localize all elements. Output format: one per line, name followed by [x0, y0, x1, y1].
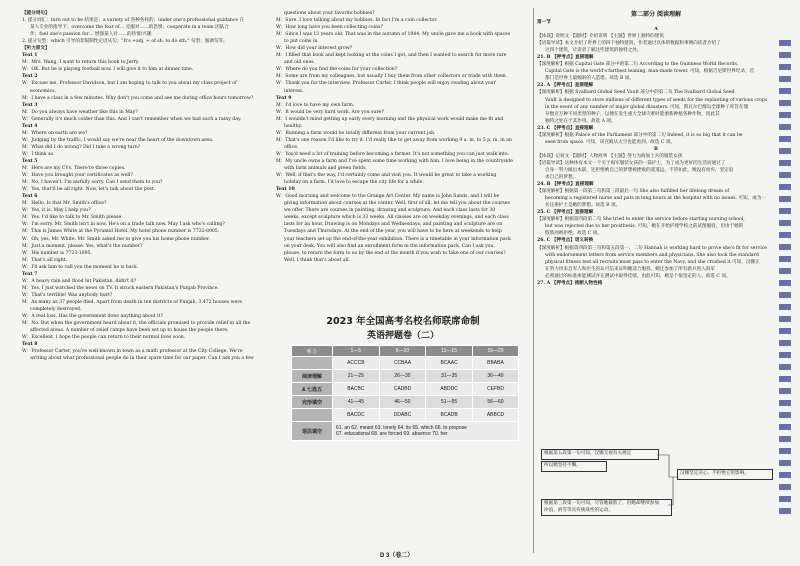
- text-number: Text 4: [22, 123, 38, 129]
- text-line: 独特之处在于其作用。故选 A 项。: [545, 118, 616, 124]
- reasoning-diagram: [537, 447, 775, 537]
- text-line: M：As many as 37 people died. Apart from death in ten districts of Punjab, 3,472 houses were: [22, 299, 243, 305]
- answer-cell: BCAAC: [426, 357, 473, 370]
- range-cell: 41—45: [333, 396, 380, 409]
- index-tab: [779, 76, 791, 82]
- text-line: M：No, I haven't. I'm awfully sorry. Can I send them to you?: [22, 180, 163, 186]
- text-line: W：I'm sorry. Mr. Smith isn't in now. He's on a trade talk now. May I ask who's calling?: [22, 222, 225, 228]
- page-number: D 3（卷二）: [380, 553, 414, 559]
- text-line: and old ones.: [284, 60, 315, 66]
- answer-cell: CADBD: [379, 383, 426, 396]
- text-line: W：Good morning and welcome to the Grange Art Center. My name is John Sands, and I will be: [276, 194, 500, 200]
- index-tab: [779, 100, 791, 106]
- text-line: becoming a registered nurse and puts in long hours at the hospital with no issues. 可知，成为一: [545, 196, 767, 202]
- answer-key-table: [291, 345, 519, 441]
- answer-heading: 23. C 【押考点】直接理解: [537, 125, 594, 131]
- index-tab: [779, 208, 791, 214]
- text-line: 【深度解析】根据 Capital Gate 部分中的第二句 According to the Guinness World Records,: [537, 62, 739, 68]
- text-line: M：Here are my CVs. There're three copies.: [22, 166, 126, 172]
- text-line: 自身一努力做出本职，还拒绝被自己的梦想被挫败的遥遥远，不管如此，她没有放弃，坚定追: [545, 167, 734, 173]
- index-tab: [779, 148, 791, 154]
- answer-cell: ABDDC: [426, 383, 473, 396]
- answer-heading: 27. A 【押考点】推断人物性格: [537, 280, 603, 286]
- passage-letter: A: [654, 27, 658, 33]
- diagram-text: 汉娜坚定决心，不拒绝它的影响。: [680, 471, 749, 476]
- answer-cell: BACDC: [333, 409, 380, 422]
- text-number: Text 5: [22, 158, 38, 164]
- index-tab: [779, 256, 791, 262]
- grammar-answers: [333, 422, 519, 441]
- text-number: 第一节: [537, 20, 551, 25]
- text-line: W：Well, if that's the way, I'd certainly come and visit you. It would be great to take a working: [276, 173, 497, 179]
- index-tab: [779, 340, 791, 346]
- text-line: with farm animals and green fields.: [284, 166, 367, 172]
- answer-table-header-row: [292, 346, 519, 357]
- text-line: W：His number is 7723-1095.: [22, 250, 92, 256]
- text-line: W：Running a farm would be totally different from your current job.: [276, 130, 436, 136]
- text-line: M：I filled that book and kept looking at the coins I got, and then I wanted to search for more rare: [276, 53, 507, 59]
- text-line: questions about your favorite hobbies?: [284, 11, 375, 16]
- text-line: W：It would be very hard work. Are you sure?: [276, 109, 384, 115]
- index-tab: [779, 268, 791, 274]
- text-line: M：That's one reason I'd like to try it. I'd really like to get away from working 9 a. m. to 5 p. m. in an: [276, 137, 512, 143]
- row-label: [292, 409, 333, 422]
- text-line: M：Do you always have weather like this in May?: [22, 109, 138, 115]
- text-line: W：Yes, it is. May I help you?: [22, 208, 91, 214]
- index-tab: [779, 472, 791, 478]
- index-tab: [779, 52, 791, 58]
- answer-cell: BBABA: [472, 357, 518, 370]
- index-tab: [779, 160, 791, 166]
- index-tab: [779, 424, 791, 430]
- text-line: M：Yes. I'd like to talk to Mr. Smith please.: [22, 215, 123, 221]
- text-line: W：That's terrible! Was anybody hurt?: [22, 292, 113, 298]
- text-line: economics.: [30, 88, 56, 94]
- header-cell: 6—10: [379, 346, 426, 357]
- text-line: to put coins in.: [284, 39, 319, 45]
- text-line: W：Judging by the traffic, I would say we're near the heart of the downtown area.: [22, 137, 214, 143]
- text-line: 【语篇导读】本文介绍了世界上的四个独特建筑，作者通过具体的数据和事例向读者介绍了: [537, 41, 721, 47]
- answer-cell: ACCCB: [333, 357, 380, 370]
- range-cell: 46—50: [379, 396, 426, 409]
- text-line: lasts for an hour. Drawing is on Mondays and Wednesdays, and painting and sculpture are on: [284, 222, 503, 228]
- diagram-text: 所以她坚持不懈。: [544, 463, 581, 468]
- answer-cell: CEFBD: [472, 383, 518, 396]
- range-cell: 51—55: [426, 396, 473, 409]
- index-tab: [779, 232, 791, 238]
- text-line: with endorsement letters from service members and physicians. She also took the standard: [545, 252, 759, 258]
- answer-heading: 26. C 【押考点】语义转换: [537, 238, 594, 244]
- index-tab: [779, 40, 791, 46]
- text-line: W：OK. But he is playing football now. I will give it to him at dinner time.: [22, 67, 194, 73]
- text-line: Vault is designed to store millions of different types of seeds for the replanting of various crops: [545, 97, 768, 103]
- text-line: 1. 提分词汇：turn out to be 结果是；a variety of 各种各样的；under one's professional guidance 在: [22, 18, 245, 24]
- index-tab: [779, 352, 791, 358]
- text-line: seen from space. 可知，该宫殿从太空也能看到。故选 C 项。: [545, 139, 676, 145]
- index-tab: [779, 328, 791, 334]
- text-line: physical fitness test all recruits must pass to enter the Navy, and she crushed it 可知，汉娜正: [545, 259, 760, 265]
- column-divider: [533, 8, 534, 553]
- text-line: 【体裁】记叙文 【题材】人物故事 【主题】努力为海加士兵的服装女孩: [537, 153, 683, 159]
- diagram-connectors: [537, 447, 775, 537]
- text-line: Tuesdays and Thursdays. At the end of the year, you will have to be here at weekends to help: [284, 229, 502, 235]
- text-line: M：I have a class in a few minutes. Why don't you come and see me during office hours tomorrow?: [22, 95, 254, 101]
- text-number: Text 7: [22, 271, 38, 277]
- range-cell: 21—25: [333, 370, 380, 383]
- text-line: W：How long have you been collecting coins?: [276, 25, 383, 31]
- range-cell: 56—60: [472, 396, 518, 409]
- answer-heading: 21. B 【押考点】直接理解: [537, 55, 594, 61]
- text-line: your teachers set up the end-of-the-year exhibition. There is a timetable in your information pack: [284, 236, 511, 242]
- text-line: W：Generally it's much colder than this. And I can't remember when we had such a rainy day.: [22, 116, 242, 122]
- index-tab: [779, 196, 791, 202]
- index-tab: [779, 124, 791, 130]
- index-tab: [779, 388, 791, 394]
- text-line: 在努力用来自军人和医生的认可信来证明她适合服役。她还参加了所有新兵进入海军: [545, 266, 715, 272]
- text-line: W：A real loss. Has the government done anything about it?: [22, 314, 163, 320]
- table-row: [292, 409, 519, 422]
- text-line: M：What did I do wrong? Did I take a wrong turn?: [22, 144, 141, 150]
- text-line: M：I'd love to have my own farm.: [276, 102, 355, 108]
- text-line: 假肢而被拒绝。故选 C 项。: [545, 231, 602, 237]
- range-cell: 36—40: [472, 370, 518, 383]
- index-tab: [779, 172, 791, 178]
- exam-title: 2023 年全国高考名校名师联席命制: [326, 316, 480, 327]
- index-tab: [779, 244, 791, 250]
- index-tab: [779, 316, 791, 322]
- index-tab: [779, 400, 791, 406]
- text-line: 【深度解析】根据第四段第二句 She tried to enter the service before starting nursing school,: [537, 217, 745, 223]
- table-row: [292, 422, 519, 441]
- answer-cell: DDABC: [379, 409, 426, 422]
- row-label: 完形填空: [292, 396, 333, 409]
- text-line: 【深度解析】根据第四段第三句和第五段第一、二句 Hannah is working hard to prove she's fit for service: [537, 245, 768, 251]
- text-line: 必须通过的标准体能测试并在测试中取得佳绩。由此可知，她是个很坚定的人。故选 C 项。: [545, 273, 731, 279]
- text-line: 作；fuel one's passion for… 增强某人对……的热情/兴趣: [30, 32, 152, 38]
- text-line: giving information about courses at the center. Well, first of all, let me tell you about the courses: [284, 201, 510, 207]
- row-label: [292, 357, 333, 370]
- text-line: M：Hello. Is that Mr. Smith's office?: [22, 201, 107, 207]
- text-line: healthy.: [284, 123, 303, 129]
- text-line: W：Excuse me, Professor Davidson, but I am hoping to talk to you about my class project of: [22, 81, 237, 87]
- text-line: 【体裁】说明文 【题材】介绍说明 【主题】世界上独特的建筑: [537, 34, 664, 40]
- index-tab: [779, 304, 791, 310]
- text-line: 名注册护士是她的梦想。故选 B 项。: [545, 203, 621, 209]
- text-line: on your desk. You will also find an enrollment form in the information pack. Can I ask you,: [284, 243, 495, 249]
- text-line: 这四个建筑，让读者了解这些建筑的独特之处。: [545, 48, 642, 54]
- text-number: Text 2: [22, 74, 38, 80]
- answer-cell: BACBC: [333, 383, 380, 396]
- text-number: Text 6: [22, 194, 38, 200]
- passage-letter: B: [654, 146, 658, 152]
- text-line: M：Just a moment, please. Yes, what's the number?: [22, 243, 143, 249]
- table-row: [292, 370, 519, 383]
- text-line: in the event of any number of major global disasters. 可知，斯瓦尔巴群岛全球种子库旨在储: [545, 104, 749, 110]
- answer-heading: 22. A 【押考点】直接理解: [537, 83, 594, 89]
- text-number: Text 3: [22, 102, 38, 108]
- text-line: holiday on a farm. I'd love to escape the city life for a while.: [284, 180, 424, 186]
- diagram-text: 根据第三段第一句可知，尽管她截肢了，但她却继续参加: [544, 501, 659, 506]
- index-tab: [779, 184, 791, 190]
- text-line: 存数百万种不同类型的种子，以便在发生重大全球灾难时能重新种植各种作物，因此其: [545, 111, 720, 117]
- index-tab: [779, 376, 791, 382]
- table-row: [292, 383, 519, 396]
- index-tab: [779, 364, 791, 370]
- text-line: office.: [284, 144, 299, 150]
- grammar-line: 67. educational 68. are forced 69. absence 70. her: [336, 431, 448, 437]
- table-row: [292, 396, 519, 409]
- index-tab: [779, 436, 791, 442]
- header-cell: 1—5: [333, 346, 380, 357]
- text-line: M：This is James White at the Pyramid Hotel. My hotel phone number is 7732-8905.: [22, 229, 220, 235]
- answer-heading: 25. C 【押考点】直接理解: [537, 210, 594, 216]
- text-line: please, to return the form to us by the end of the month if you wish to take one of our courses?: [284, 250, 506, 256]
- text-line: W：Yes, that'll be all right. Now, let's talk about the post.: [22, 187, 156, 193]
- text-line: W：How did your interest grow?: [276, 46, 353, 52]
- index-tab: [779, 280, 791, 286]
- grammar-line: 61. an 62. meant 63. lonely 64. its 65. which 66. to propose: [336, 425, 467, 431]
- edge-index-tabs: [779, 40, 791, 520]
- exam-subtitle: 英语押题卷（二）: [366, 331, 439, 341]
- text-line: M：Where on earth are we?: [22, 130, 88, 136]
- text-number: Text 1: [22, 53, 38, 59]
- diagram-text: 冲浪、滑雪等具有挑战性的运动。: [544, 507, 613, 513]
- text-line: M：Some are from my colleagues, but usually I buy them from other collectors or trade with them.: [276, 74, 508, 80]
- text-line: W：Oh, yes, Mr. White. Mr. Smith asked me to give you his home phone number.: [22, 236, 211, 242]
- header-cell: 11—15: [426, 346, 473, 357]
- text-line: W：Have you brought your certificates as well?: [22, 173, 133, 179]
- text-line: completely destroyed.: [30, 306, 82, 312]
- text-line: W：I'll ask him to call you the moment he is back.: [22, 264, 139, 270]
- text-line: M：Yes, I just watched the news on TV. It struck eastern Pakistan's Punjab Province.: [22, 285, 220, 291]
- text-line: W：Where do you find the coins for your collection?: [276, 67, 398, 73]
- index-tab: [779, 448, 791, 454]
- text-line: W：A heavy rain and flood hit Pakistan, didn't it?: [22, 278, 137, 284]
- row-label: 阅读理解: [292, 370, 333, 383]
- text-line: M：Sure. I love talking about my hobbies. In fact I'm a coin collector.: [276, 18, 438, 24]
- index-tab: [779, 292, 791, 298]
- text-line: W：Thank you for the interview, Professor Carter. I think people will enjoy reading about your: [276, 81, 496, 87]
- middle-column-listening-script: [276, 10, 530, 313]
- text-line: 某人专业的指导下；overcome the fear of… 克服对……的恐惧；cooperate in a team 团队合: [30, 25, 229, 31]
- answer-cell: BCADB: [426, 409, 473, 422]
- answer-cell: ABBCD: [472, 409, 518, 422]
- text-line: we offer. There are courses in painting, drawing and sculpture. And each class lasts for 30: [284, 208, 496, 214]
- left-column-listening-script: [22, 10, 272, 550]
- text-line: 【深度解析】根据第一段第三句和第三段最后一句 Sho also fulfilled her lifelong dream of: [537, 189, 730, 195]
- answer-heading: 24. B 【押考点】直接理解: [537, 182, 594, 188]
- index-tab: [779, 64, 791, 70]
- text-line: W：Professor Carter, you're well-known in town as a math professor at the City College. We're: [22, 349, 243, 355]
- index-tab: [779, 496, 791, 502]
- text-line: affected areas. A number of relief camps have been set up to house the people there.: [30, 328, 229, 334]
- text-line: but was rejected due to her prosthesis. 可知，她在开始护理学校之前试图服役，但由于她的: [545, 224, 744, 230]
- table-row: [292, 357, 519, 370]
- index-tab: [779, 220, 791, 226]
- row-label: & 七选五: [292, 383, 333, 396]
- text-line: 都门是世界上最倾斜的人造塔。故选 B 项。: [545, 76, 634, 82]
- range-cell: 31—35: [426, 370, 473, 383]
- text-line: M：I wouldn't mind getting up early every morning and the physical work would make me fit and: [276, 116, 504, 122]
- index-tab: [779, 508, 791, 514]
- text-line: Capital Gate is the world's farthest leaning, man-made tower. 可知，根据吉尼斯世界纪录，首: [545, 69, 755, 75]
- section-heading: 【听力原文】: [22, 46, 50, 52]
- answer-cell: CCBAA: [379, 357, 426, 370]
- text-line: 2. 提分句型：which 引导的非限制性定语从句；"It's +adj. + of sb. to do sth." 句型；强调句等。: [22, 39, 228, 45]
- part-title: 第二部分 阅读理解: [630, 11, 682, 18]
- text-line: W：Excellent. I hope the people can return to their normal lives soon.: [22, 335, 186, 341]
- range-cell: 26—30: [379, 370, 426, 383]
- text-number: Text 10: [276, 187, 295, 193]
- text-line: interest.: [284, 88, 304, 94]
- text-number: Text 9: [276, 95, 292, 101]
- index-tab: [779, 484, 791, 490]
- index-tab: [779, 460, 791, 466]
- text-line: Well, I think that's about all.: [284, 257, 350, 263]
- text-line: M：That's all right.: [22, 257, 67, 263]
- text-line: W：I think so.: [22, 151, 55, 157]
- section-heading: 【提分词句】: [22, 11, 50, 16]
- text-line: writing about what professional people do in their spare time for our paper. Can I ask you a few: [30, 356, 254, 362]
- text-line: W：You'd need a lot of training before becoming a farmer. It's not something you can just walk into.: [276, 151, 509, 157]
- text-line: 【深度解析】根据 Svalbard Global Seed Vault 部分中的第二句 The Svalbard Global Seed: [537, 90, 735, 96]
- text-line: 【深度解析】根据 Palace of the Parliament 部分中的第二句 Indeed, it is so big that it can be: [537, 132, 743, 138]
- index-tab: [779, 88, 791, 94]
- text-line: M：No. But when the government heard about it, the officials promised to provide relief in all the: [22, 321, 251, 327]
- index-tab: [779, 112, 791, 118]
- text-number: Text 8: [22, 342, 38, 348]
- header-cell: 听力: [292, 346, 333, 357]
- header-cell: 16—20: [472, 346, 518, 357]
- text-line: weeks, except sculpture which is 33 weeks. All classes are on weekday evenings, and each class: [284, 215, 509, 221]
- index-tab: [779, 136, 791, 142]
- index-tab: [779, 412, 791, 418]
- text-line: 求自己的梦想。: [545, 175, 578, 181]
- text-line: M：Since I was 12 years old. That was in the autumn of 1984. My uncle gave me a book with spaces: [276, 32, 511, 38]
- diagram-text: 根据第五段第一句可知，汉娜无视有关规定: [544, 451, 632, 456]
- text-line: 【语篇导读】这种体育本文一个关于海军服装女孩的一篇护士，为了成为更好的生活而通过了: [537, 160, 726, 166]
- text-line: M：Mrs. Wang, I want to return this book to Jerry.: [22, 60, 140, 66]
- row-label: 语法填空: [292, 422, 333, 441]
- text-line: M：My uncle owns a farm and I've spent some time working with him. I love being in the countryside: [276, 158, 513, 164]
